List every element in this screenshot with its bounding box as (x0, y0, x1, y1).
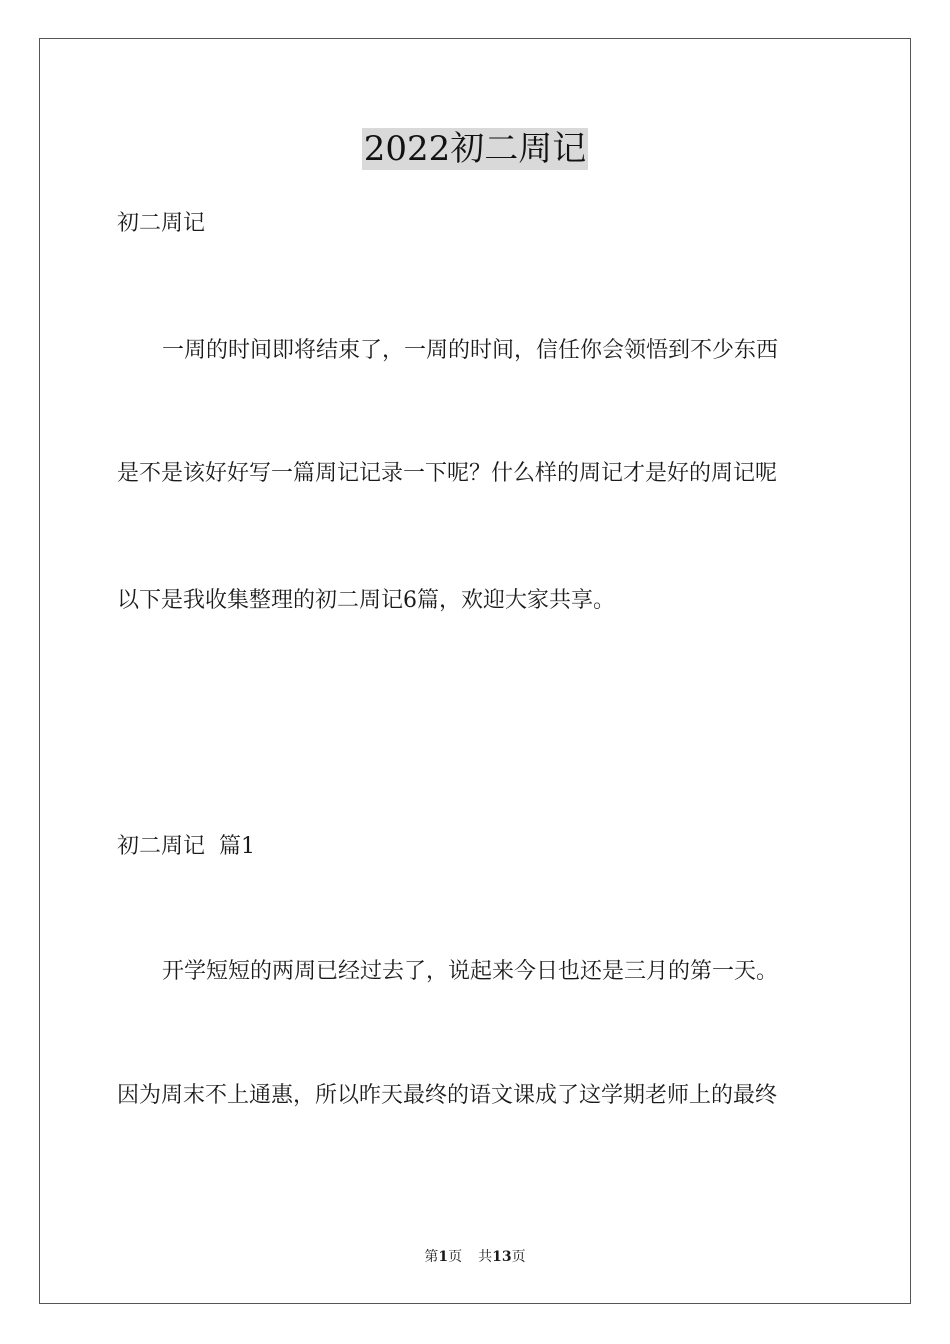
footer-page-suffix: 页 (448, 1249, 463, 1265)
page-footer (0, 1247, 950, 1267)
intro-line-3: 以下是我收集整理的初二周记6篇，欢迎大家共享。 (117, 588, 615, 613)
footer-page-prefix: 第 (424, 1249, 439, 1265)
footer-page-current: 1 (438, 1249, 449, 1265)
intro-line-1: 一周的时间即将结束了，一周的时间，信任你会领悟到不少东西 (162, 338, 779, 363)
subtitle: 初二周记 (117, 211, 206, 236)
section-line-2: 因为周末不上通惠，所以昨天最终的语文课成了这学期老师上的最终 (117, 1083, 778, 1108)
footer-total-suffix: 页 (511, 1249, 526, 1265)
footer-total-prefix: 共 (478, 1249, 493, 1265)
section-line-1: 开学短短的两周已经过去了，说起来今日也还是三月的第一天。 (162, 959, 779, 984)
document-title: 2022初二周记 (363, 129, 587, 169)
intro-line-2: 是不是该好好写一篇周记记录一下呢？什么样的周记才是好的周记呢 (117, 461, 778, 486)
footer-page-total: 13 (492, 1249, 512, 1265)
section-heading: 初二周记 篇1 (117, 834, 255, 859)
title-container (0, 128, 950, 170)
